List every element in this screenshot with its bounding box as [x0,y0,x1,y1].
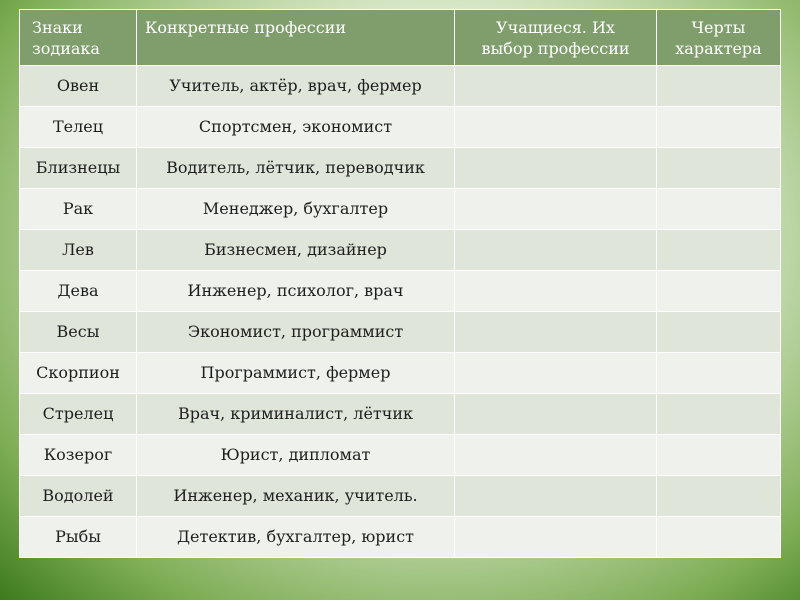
cell-professions: Менеджер, бухгалтер [137,189,455,230]
cell-character-traits [657,230,781,271]
table-row [20,312,781,353]
cell-students-choice [455,394,657,435]
cell-zodiac-sign: Близнецы [20,148,137,189]
cell-students-choice [455,230,657,271]
table-row [20,435,781,476]
cell-character-traits [657,312,781,353]
cell-students-choice [455,107,657,148]
table-row [20,353,781,394]
table-row [20,148,781,189]
table-row [20,107,781,148]
cell-professions: Учитель, актёр, врач, фермер [137,66,455,107]
cell-zodiac-sign: Рыбы [20,517,137,558]
cell-professions: Инженер, психолог, врач [137,271,455,312]
cell-students-choice [455,66,657,107]
cell-students-choice [455,476,657,517]
cell-professions: Экономист, программист [137,312,455,353]
cell-students-choice [455,517,657,558]
table-row [20,517,781,558]
cell-students-choice [455,435,657,476]
table-row [20,230,781,271]
zodiac-professions-table [19,9,781,558]
table-header-row [20,10,781,66]
cell-zodiac-sign: Водолей [20,476,137,517]
cell-zodiac-sign: Лев [20,230,137,271]
cell-professions: Бизнесмен, дизайнер [137,230,455,271]
cell-character-traits [657,517,781,558]
cell-professions: Программист, фермер [137,353,455,394]
cell-character-traits [657,353,781,394]
cell-zodiac-sign: Козерог [20,435,137,476]
cell-character-traits [657,107,781,148]
cell-zodiac-sign: Весы [20,312,137,353]
cell-zodiac-sign: Телец [20,107,137,148]
table-row [20,394,781,435]
header-students-choice: Учащиеся. Их выбор профессии [455,10,657,66]
cell-professions: Спортсмен, экономист [137,107,455,148]
cell-character-traits [657,148,781,189]
header-zodiac-signs: Знаки зодиака [20,10,137,66]
cell-character-traits [657,189,781,230]
cell-professions: Инженер, механик, учитель. [137,476,455,517]
cell-character-traits [657,271,781,312]
cell-students-choice [455,312,657,353]
cell-professions: Врач, криминалист, лётчик [137,394,455,435]
header-character-traits: Черты характера [657,10,781,66]
cell-character-traits [657,476,781,517]
cell-students-choice [455,353,657,394]
cell-zodiac-sign: Рак [20,189,137,230]
table-row [20,476,781,517]
cell-character-traits [657,394,781,435]
cell-zodiac-sign: Овен [20,66,137,107]
table-row [20,189,781,230]
cell-zodiac-sign: Дева [20,271,137,312]
cell-professions: Водитель, лётчик, переводчик [137,148,455,189]
cell-students-choice [455,271,657,312]
cell-students-choice [455,189,657,230]
cell-zodiac-sign: Стрелец [20,394,137,435]
cell-professions: Юрист, дипломат [137,435,455,476]
cell-character-traits [657,435,781,476]
cell-students-choice [455,148,657,189]
header-specific-professions: Конкретные профессии [137,10,455,66]
table-body [20,66,781,558]
table-row [20,271,781,312]
cell-zodiac-sign: Скорпион [20,353,137,394]
cell-professions: Детектив, бухгалтер, юрист [137,517,455,558]
table-row [20,66,781,107]
cell-character-traits [657,66,781,107]
